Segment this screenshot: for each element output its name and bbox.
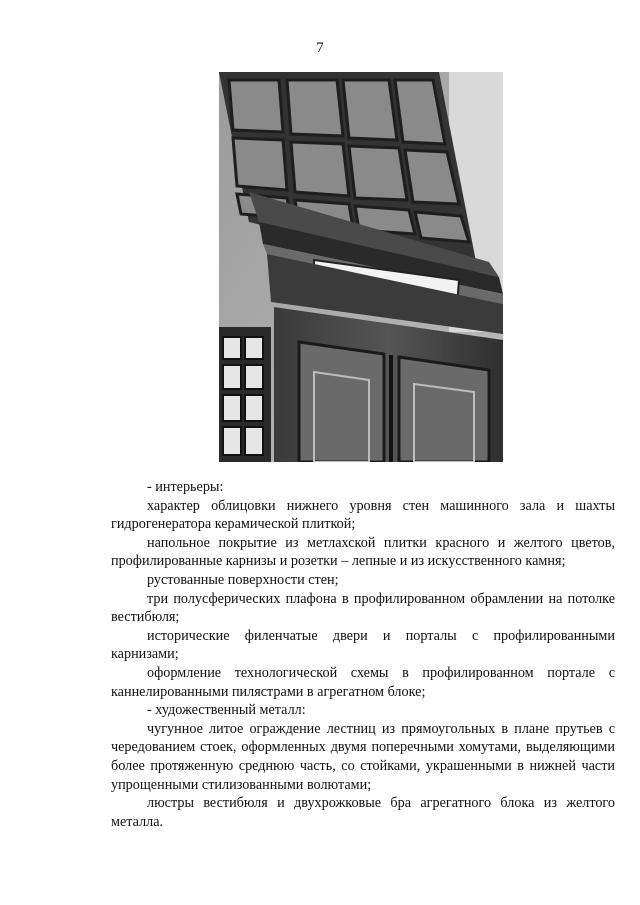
paragraph-floor: напольное покрытие из метлахской плитки красного и желтого цветов, профилированные карнизы и розетки – лепные и из искусственного камня; — [111, 534, 615, 570]
paragraph-metal-heading: - художественный металл: — [147, 702, 306, 719]
paragraph-walls: рустованные поверхности стен; — [147, 571, 339, 588]
paragraph-plafonds: три полусферических плафона в профилированном обрамлении на потолке вестибюля; — [111, 590, 615, 626]
paragraph-cladding: характер облицовки нижнего уровня стен машинного зала и шахты гидрогенератора керамической плиткой; — [111, 497, 615, 533]
doorway-photo — [219, 72, 503, 462]
page-number: 7 — [316, 40, 324, 56]
document-body — [111, 478, 615, 831]
paragraph-doors: исторические филенчатые двери и порталы с профилированными карнизами; — [111, 627, 615, 663]
paragraph-interiors-heading: - интерьеры: — [147, 479, 224, 495]
paragraph-railing: чугунное литое ограждение лестниц из прямоугольных в плане прутьев с чередованием стоек, оформленных двумя поперечными хомутами, выделяющими более протяженную среднюю часть, со стойками, украшенными в нижней части упрощенными стилизованными волютами; — [111, 720, 615, 793]
paragraph-chandeliers: люстры вестибюля и двухрожковые бра агрегатного блока из желтого металла. — [111, 795, 615, 830]
paragraph-scheme: оформление технологической схемы в профилированном портале с каннелированными пилястрами в агрегатном блоке; — [111, 664, 615, 700]
